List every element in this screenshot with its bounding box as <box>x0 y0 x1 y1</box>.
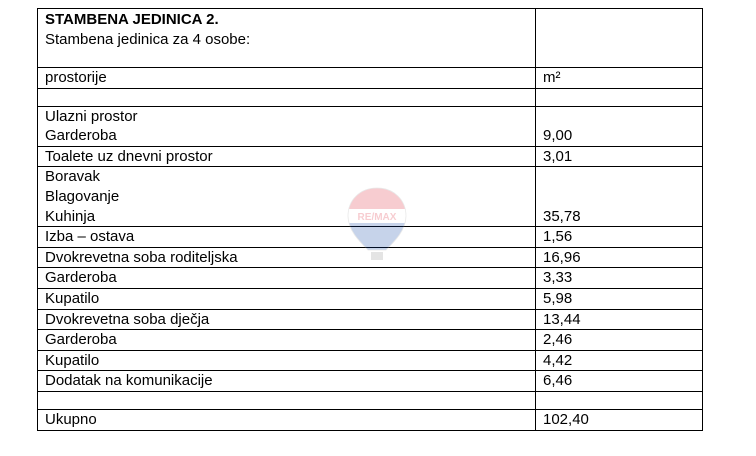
room-name-cell <box>38 227 536 248</box>
table-row <box>38 268 703 289</box>
table-row <box>38 330 703 351</box>
column-header-area: m² <box>536 68 703 89</box>
room-name-cell <box>38 371 536 392</box>
total-value: 102,40 <box>536 409 703 430</box>
total-row <box>38 409 703 430</box>
room-name: Kuhinja <box>45 207 96 225</box>
room-area-value: 4,42 <box>536 350 703 371</box>
room-name: Izba – ostava <box>45 228 135 246</box>
room-name-cell <box>38 247 536 268</box>
spacer-row <box>38 88 703 106</box>
header-row <box>38 9 703 68</box>
room-name: Toalete uz dnevni prostor <box>45 147 213 165</box>
unit-subtitle: Stambena jedinica za 4 osobe: <box>45 30 251 48</box>
room-area-table <box>37 8 703 431</box>
room-name: Garderoba <box>45 127 117 145</box>
room-name-cell <box>38 330 536 351</box>
column-header-row <box>38 68 703 89</box>
room-area-value: 5,98 <box>536 288 703 309</box>
room-name: Boravak <box>45 168 101 186</box>
room-name-cell <box>38 288 536 309</box>
table-row <box>38 371 703 392</box>
room-name: Garderoba <box>45 331 117 349</box>
table-row <box>38 167 703 227</box>
room-area-value: 3,01 <box>536 146 703 167</box>
room-area-value: 16,96 <box>536 247 703 268</box>
total-label: Ukupno <box>38 409 536 430</box>
room-name: Dodatak na komunikacije <box>45 372 213 390</box>
room-area-value: 35,78 <box>536 167 703 227</box>
room-name: Blagovanje <box>45 187 120 205</box>
room-name-cell <box>38 146 536 167</box>
table-row <box>38 309 703 330</box>
room-name-cell <box>38 350 536 371</box>
table-row <box>38 247 703 268</box>
room-name-cell <box>38 167 536 227</box>
room-area-value: 3,33 <box>536 268 703 289</box>
watermark-text: RE/MAX <box>357 212 397 223</box>
room-area-value: 6,46 <box>536 371 703 392</box>
table-row <box>38 146 703 167</box>
table-row <box>38 106 703 146</box>
title-empty-cell <box>536 9 703 68</box>
table-row <box>38 288 703 309</box>
table-row <box>38 350 703 371</box>
room-area-value: 9,00 <box>536 106 703 146</box>
room-name: Dvokrevetna soba dječja <box>45 310 210 328</box>
room-rows <box>38 106 703 391</box>
room-name: Garderoba <box>45 269 117 287</box>
column-header-room: prostorije <box>38 68 536 89</box>
room-area-value: 2,46 <box>536 330 703 351</box>
room-name: Kupatilo <box>45 289 100 307</box>
room-name-cell <box>38 309 536 330</box>
room-area-value: 13,44 <box>536 309 703 330</box>
room-name-cell <box>38 106 536 146</box>
title-cell <box>38 9 536 68</box>
room-name: Ulazni prostor <box>45 107 138 125</box>
spacer-row <box>38 391 703 409</box>
room-name: Kupatilo <box>45 351 100 369</box>
room-name-cell <box>38 268 536 289</box>
room-name: Dvokrevetna soba roditeljska <box>45 248 238 266</box>
table-row <box>38 227 703 248</box>
room-area-value: 1,56 <box>536 227 703 248</box>
unit-title: STAMBENA JEDINICA 2. <box>45 11 219 28</box>
